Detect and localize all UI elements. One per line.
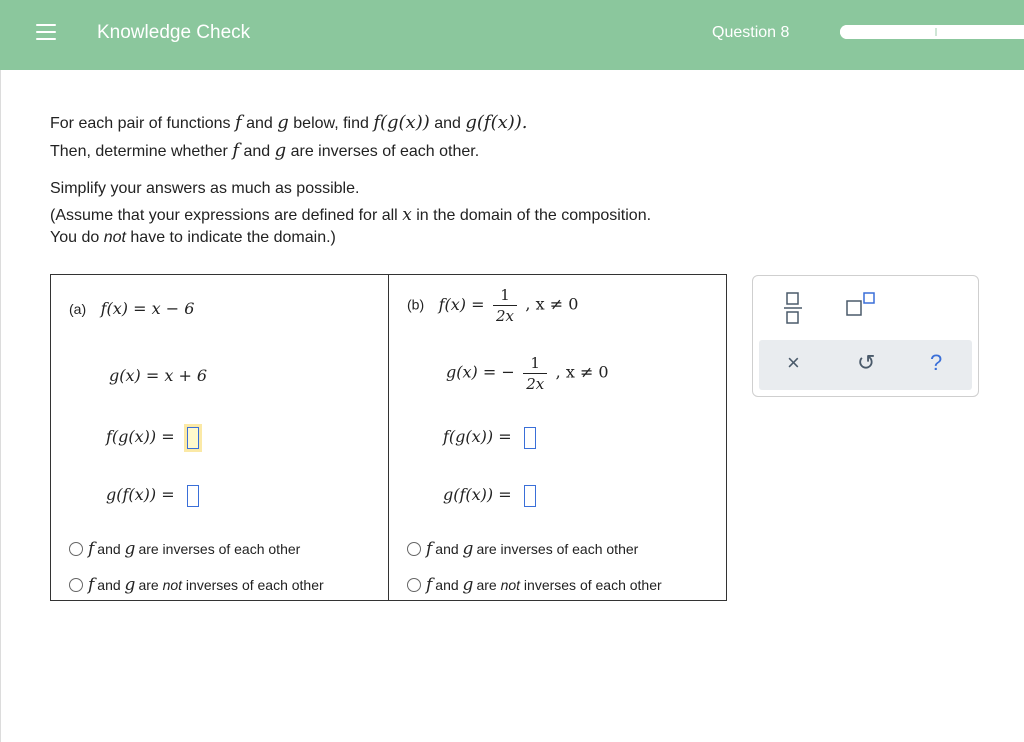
part-a-fg-row: f(g(x)) = <box>106 427 199 449</box>
part-b-not-inverse-radio[interactable] <box>407 578 421 592</box>
part-b-gf-answer[interactable] <box>524 485 536 507</box>
math-toolbar <box>752 275 979 397</box>
part-a-f-definition: (a) f(x) = x − 6 <box>69 299 195 318</box>
part-b-f-definition: (b) f(x) = $\frac{1}{2x}$ , x ≠ 0 <box>407 286 579 325</box>
part-a-fg-answer[interactable] <box>187 427 199 449</box>
instruction-simplify: Simplify your answers as much as possible. <box>50 180 360 197</box>
toolbar-actions <box>759 340 972 390</box>
help-icon[interactable]: ? <box>930 350 943 375</box>
content-border <box>0 70 1 742</box>
clear-icon[interactable]: × <box>787 350 800 375</box>
part-b-fg-answer[interactable] <box>524 427 536 449</box>
part-a-gf-answer[interactable] <box>187 485 199 507</box>
progress-bar <box>840 25 1024 39</box>
problem-table <box>50 274 727 601</box>
part-a-g-definition: g(x) = x + 6 <box>109 366 208 385</box>
instruction-line-2: Then, determine whether f and g are inverses of each other. <box>50 140 480 161</box>
question-number: Question 8 <box>712 24 790 41</box>
part-b-fg-row: f(g(x)) = <box>443 427 536 449</box>
part-b-option-not-inverse[interactable]: f and g are not inverses of each other <box>407 575 662 595</box>
part-a-gf-row: g(f(x)) = <box>106 485 199 507</box>
app-title: Knowledge Check <box>97 22 251 43</box>
instruction-line-1: For each pair of functions f and g below, find f(g(x)) and g(f(x)). <box>50 112 528 133</box>
fraction-icon[interactable] <box>782 291 804 325</box>
part-b-f-fraction: $\frac{1}{2x}$ <box>493 285 517 326</box>
column-divider <box>388 275 389 600</box>
progress-marker <box>935 28 937 36</box>
part-a-option-not-inverse[interactable]: f and g are not inverses of each other <box>69 575 324 595</box>
top-bar <box>0 0 1024 70</box>
part-b-g-definition: g(x) = − $\frac{1}{2x}$ , x ≠ 0 <box>446 354 609 393</box>
progress-fill <box>840 25 936 39</box>
part-a-inverse-radio[interactable] <box>69 542 83 556</box>
menu-icon[interactable] <box>28 18 64 48</box>
instruction-assume: (Assume that your expressions are defined for all x in the domain of the composition. <box>50 205 652 225</box>
part-b-inverse-radio[interactable] <box>407 542 421 556</box>
part-a-option-inverse[interactable]: f and g are inverses of each other <box>69 539 300 559</box>
instruction-domain: You do not have to indicate the domain.) <box>50 229 336 246</box>
part-b-option-inverse[interactable]: f and g are inverses of each other <box>407 539 638 559</box>
undo-icon[interactable]: ↺ <box>857 350 876 375</box>
part-b-g-fraction: $\frac{1}{2x}$ <box>523 353 547 394</box>
exponent-icon[interactable] <box>845 291 877 319</box>
part-a-not-inverse-radio[interactable] <box>69 578 83 592</box>
part-b-gf-row: g(f(x)) = <box>443 485 536 507</box>
